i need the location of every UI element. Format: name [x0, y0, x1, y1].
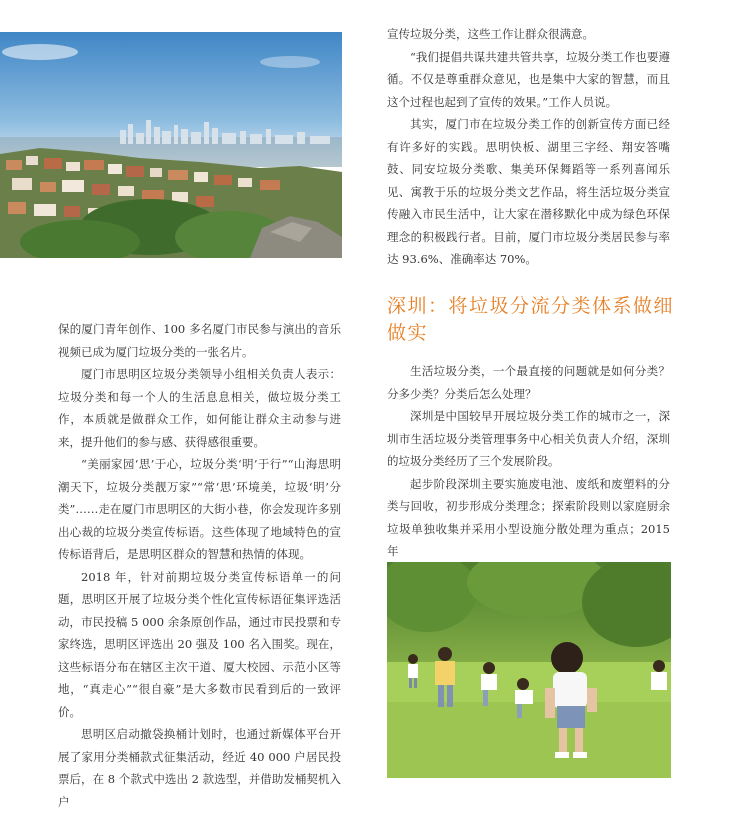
- right-column-top: [387, 23, 670, 271]
- paragraph: 其实，厦门市在垃圾分类工作的创新宣传方面已经有许多好的实践。思明快板、湖里三字经、翔安答嘴鼓、同安垃圾分类歌、集美环保舞蹈等一系列喜闻乐见、寓教于乐的垃圾分类文艺作品，将生活垃圾分类宣传融入市民生活中，让大家在潜移默化中成为绿色环保理念的积极践行者。目前，厦门市垃圾分类居民参与率达 93.6%、准确率达 70%。: [387, 117, 670, 266]
- paragraph: 思明区启动撤袋换桶计划时，也通过新媒体平台开展了家用分类桶款式征集活动，经近 40 000 户居民投票后，在 8 个款式中选出 2 款选型，并借助发桶契机入户: [58, 727, 341, 809]
- children-collecting-litter-photo: [387, 562, 671, 778]
- paragraph: 宣传垃圾分类，这些工作让群众很满意。: [387, 27, 594, 41]
- children-photo-illustration: [387, 562, 671, 778]
- paragraph: “我们提倡共谋共建共管共享，垃圾分类工作也要遵循。不仅是尊重群众意见，也是集中大家的智慧，而且这个过程也起到了宣传的效果。”工作人员说。: [387, 49, 670, 109]
- paragraph: 保的厦门青年创作、100 多名厦门市民参与演出的音乐视频已成为厦门垃圾分类的一张名片。: [58, 322, 341, 359]
- paragraph: “美丽家园‘思’于心，垃圾分类‘明’于行”“山海思明潮天下，垃圾分类靓万家”“常‘思’环境美，垃圾‘明’分类”……走在厦门市思明区的大街小巷，你会发现许多别出心裁的垃圾分类宣传标语。这些体现了地域特色的宣传标语背后，是思明区群众的智慧和热情的体现。: [58, 457, 341, 561]
- paragraph: 起步阶段深圳主要实施废电池、废纸和废塑料的分类与回收，初步形成分类理念；探索阶段则以家庭厨余垃圾单独收集并采用小型设施分散处理为重点；2015 年: [387, 476, 670, 558]
- right-column-bottom: [387, 360, 670, 563]
- section-heading: 深圳：将垃圾分流分类体系做细做实: [387, 295, 675, 344]
- paragraph: 厦门市思明区垃圾分类领导小组相关负责人表示：垃圾分类和每一个人的生活息息相关，做垃圾分类工作，本质就是做群众工作，如何能让群众主动参与进来，提升他们的参与感、获得感很重要。: [58, 367, 341, 449]
- paragraph: 生活垃圾分类，一个最直接的问题就是如何分类？分多少类？分类后怎么处理？: [387, 364, 670, 401]
- paragraph: 深圳是中国较早开展垃圾分类工作的城市之一，深圳市生活垃圾分类管理事务中心相关负责人介绍，深圳的垃圾分类经历了三个发展阶段。: [387, 409, 670, 468]
- paragraph: 2018 年，针对前期垃圾分类宣传标语单一的问题，思明区开展了垃圾分类个性化宣传标语征集评选活动，市民投稿 5 000 余条原创作品，通过市民投票和专家终选，思明区评选出 20 强及 100 名入围奖。现在，这些标语分布在辖区主次干道、厦大校园、示范小区等地，“真走心”“很自豪”是大多数市民看到后的一致评价。: [58, 569, 341, 719]
- city-coastline-photo: [0, 32, 342, 258]
- city-photo-illustration: [0, 32, 342, 258]
- left-column: [58, 318, 341, 813]
